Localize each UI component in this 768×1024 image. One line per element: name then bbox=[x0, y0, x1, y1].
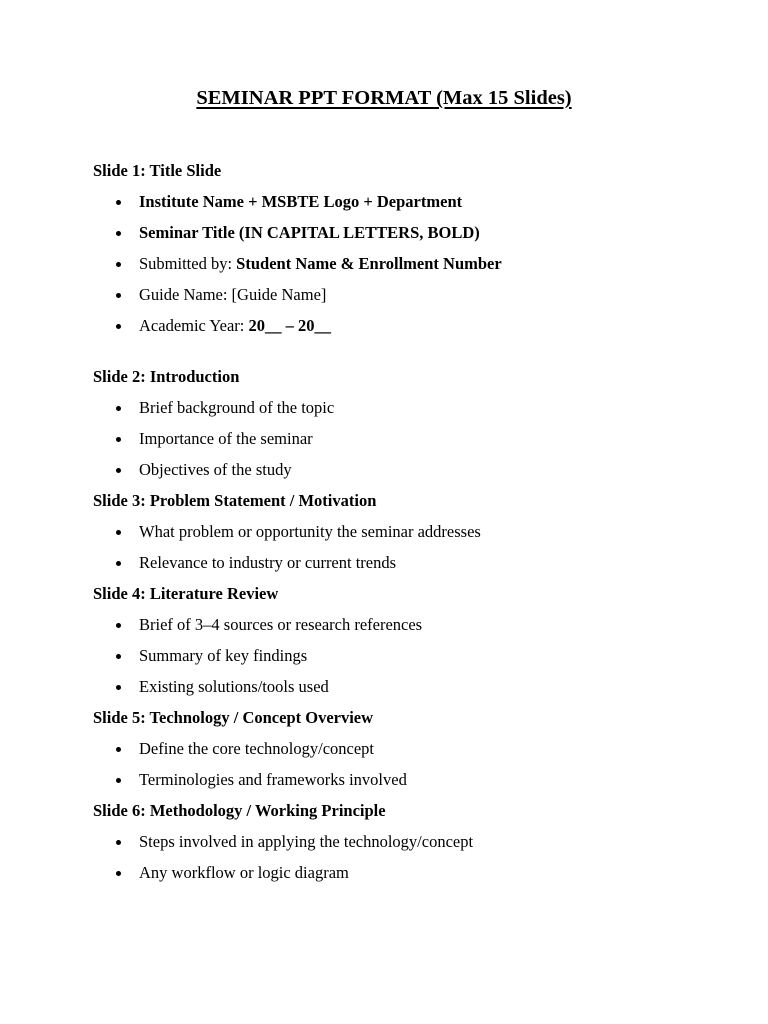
bullet-item bbox=[93, 223, 733, 243]
bullet-dot-icon bbox=[116, 406, 121, 411]
bullet-text: Objectives of the study bbox=[139, 460, 292, 479]
bullet-item bbox=[93, 192, 733, 212]
bullet-text-bold: Seminar Title (IN CAPITAL LETTERS, BOLD) bbox=[139, 223, 480, 242]
slide-section-5 bbox=[93, 708, 733, 790]
bullet-item bbox=[93, 770, 733, 790]
slide-heading: Slide 6: Methodology / Working Principle bbox=[93, 801, 386, 820]
bullet-item bbox=[93, 316, 733, 336]
bullet-item bbox=[93, 553, 733, 573]
bullet-list bbox=[93, 522, 733, 573]
slide-section-1 bbox=[93, 161, 733, 336]
bullet-dot-icon bbox=[116, 468, 121, 473]
slide-section-6 bbox=[93, 801, 733, 883]
bullet-dot-icon bbox=[116, 840, 121, 845]
document-body bbox=[93, 161, 733, 883]
slide-heading: Slide 4: Literature Review bbox=[93, 584, 279, 603]
bullet-dot-icon bbox=[116, 293, 121, 298]
bullet-text: Guide Name: [Guide Name] bbox=[139, 285, 327, 304]
slide-heading: Slide 3: Problem Statement / Motivation bbox=[93, 491, 377, 510]
bullet-dot-icon bbox=[116, 623, 121, 628]
bullet-item bbox=[93, 832, 733, 852]
bullet-dot-icon bbox=[116, 747, 121, 752]
bullet-text: Any workflow or logic diagram bbox=[139, 863, 349, 882]
bullet-text-bold: Student Name & Enrollment Number bbox=[236, 254, 502, 273]
bullet-item bbox=[93, 646, 733, 666]
bullet-dot-icon bbox=[116, 324, 121, 329]
bullet-item bbox=[93, 398, 733, 418]
bullet-dot-icon bbox=[116, 685, 121, 690]
bullet-text: Define the core technology/concept bbox=[139, 739, 375, 758]
bullet-text: Academic Year: bbox=[139, 316, 249, 335]
document-title: SEMINAR PPT FORMAT (Max 15 Slides) bbox=[196, 87, 572, 109]
bullet-dot-icon bbox=[116, 530, 121, 535]
slide-heading: Slide 2: Introduction bbox=[93, 367, 240, 386]
bullet-item bbox=[93, 522, 733, 542]
slide-section-3 bbox=[93, 491, 733, 573]
bullet-item bbox=[93, 863, 733, 883]
bullet-item bbox=[93, 460, 733, 480]
bullet-text: What problem or opportunity the seminar addresses bbox=[139, 522, 481, 541]
bullet-dot-icon bbox=[116, 871, 121, 876]
bullet-item bbox=[93, 429, 733, 449]
bullet-text: Summary of key findings bbox=[139, 646, 308, 665]
bullet-text-bold: Institute Name + MSBTE Logo + Department bbox=[139, 192, 463, 211]
bullet-list bbox=[93, 832, 733, 883]
bullet-text: Relevance to industry or current trends bbox=[139, 553, 397, 572]
bullet-item bbox=[93, 285, 733, 305]
bullet-text: Importance of the seminar bbox=[139, 429, 313, 448]
bullet-text: Terminologies and frameworks involved bbox=[139, 770, 407, 789]
bullet-item bbox=[93, 739, 733, 759]
bullet-dot-icon bbox=[116, 262, 121, 267]
bullet-dot-icon bbox=[116, 231, 121, 236]
slide-section-2 bbox=[93, 367, 733, 480]
bullet-text: Submitted by: bbox=[139, 254, 237, 273]
slide-heading: Slide 1: Title Slide bbox=[93, 161, 222, 180]
bullet-dot-icon bbox=[116, 654, 121, 659]
bullet-text-bold: 20__ – 20__ bbox=[248, 316, 332, 335]
bullet-item bbox=[93, 615, 733, 635]
bullet-dot-icon bbox=[116, 561, 121, 566]
bullet-text: Brief of 3–4 sources or research references bbox=[139, 615, 423, 634]
bullet-text: Steps involved in applying the technology/concept bbox=[139, 832, 474, 851]
bullet-item bbox=[93, 677, 733, 697]
slide-heading: Slide 5: Technology / Concept Overview bbox=[93, 708, 374, 727]
bullet-list bbox=[93, 739, 733, 790]
bullet-list bbox=[93, 398, 733, 480]
bullet-dot-icon bbox=[116, 200, 121, 205]
bullet-dot-icon bbox=[116, 778, 121, 783]
bullet-item bbox=[93, 254, 733, 274]
bullet-text: Brief background of the topic bbox=[139, 398, 335, 417]
bullet-list bbox=[93, 192, 733, 336]
slide-section-4 bbox=[93, 584, 733, 697]
bullet-dot-icon bbox=[116, 437, 121, 442]
bullet-list bbox=[93, 615, 733, 697]
bullet-text: Existing solutions/tools used bbox=[139, 677, 329, 696]
